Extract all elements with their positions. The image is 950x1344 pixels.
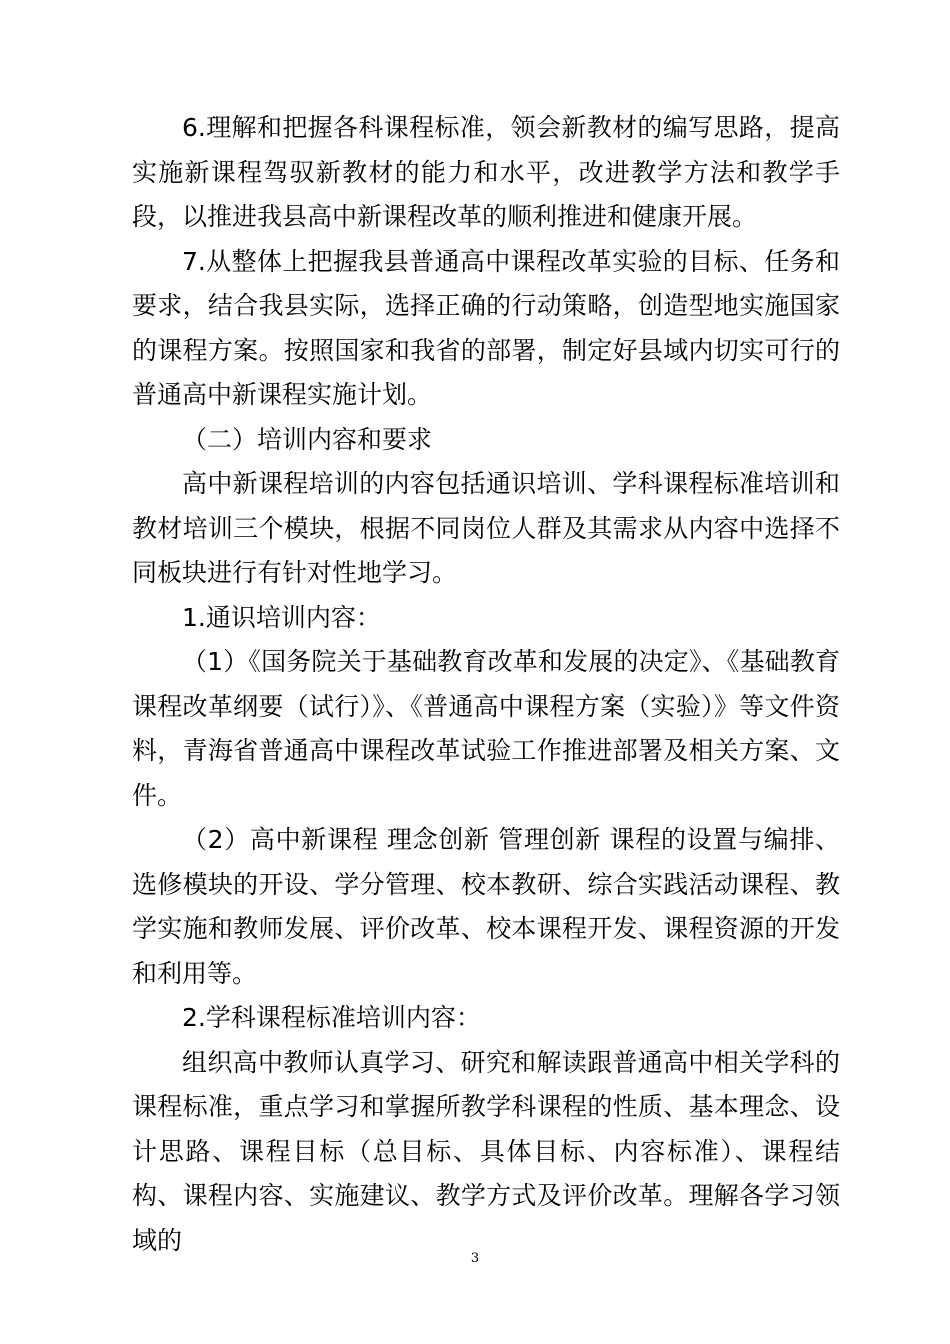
paragraph-subject-standards: 组织高中教师认真学习、研究和解读跟普通高中相关学科的课程标准，重点学习和掌握所教学科课程的性质、基本理念、设计思路、课程目标（总目标、具体目标、内容标准）、课程结构、课程内容、实施建议、教学方式及评价改革。理解各学习领域的 bbox=[132, 1047, 840, 1255]
document-body bbox=[132, 106, 840, 1263]
paragraph-training-overview: 高中新课程培训的内容包括通识培训、学科课程标准培训和教材培训三个模块，根据不同岗位人群及其需求从内容中选择不同板块进行有针对性地学习。 bbox=[132, 469, 840, 587]
paragraph-objective-7: 7.从整体上把握我县普通高中课程改革实验的目标、任务和要求，结合我县实际，选择正确的行动策略，创造型地实施国家的课程方案。按照国家和我省的部署，制定好县域内切实可行的普通高中新课程实施计划。 bbox=[132, 246, 840, 409]
subheading-subject-standards: 2.学科课程标准培训内容： bbox=[182, 1003, 481, 1032]
section-heading-training-content: （二）培训内容和要求 bbox=[182, 424, 433, 454]
page-number: 3 bbox=[470, 1251, 480, 1266]
paragraph-objective-6: 6.理解和把握各科课程标准，领会新教材的编写思路，提高实施新课程驾驭新教材的能力和水平，改进教学方法和教学手段，以推进我县高中新课程改革的顺利推进和健康开展。 bbox=[132, 113, 840, 231]
paragraph-general-item-2: （2）高中新课程 理念创新 管理创新 课程的设置与编排、选修模块的开设、学分管理、校本教研、综合实践活动课程、教学实施和教师发展、评价改革、校本课程开发、课程资源的开发和利用等。 bbox=[132, 825, 840, 988]
subheading-general-training: 1.通识培训内容： bbox=[182, 602, 381, 632]
paragraph-general-item-1: （1）《国务院关于基础教育改革和发展的决定》、《基础教育课程改革纲要（试行）》、《普通高中课程方案（实验）》等文件资料，青海省普通高中课程改革试验工作推进部署及相关方案、文件。 bbox=[132, 647, 840, 810]
